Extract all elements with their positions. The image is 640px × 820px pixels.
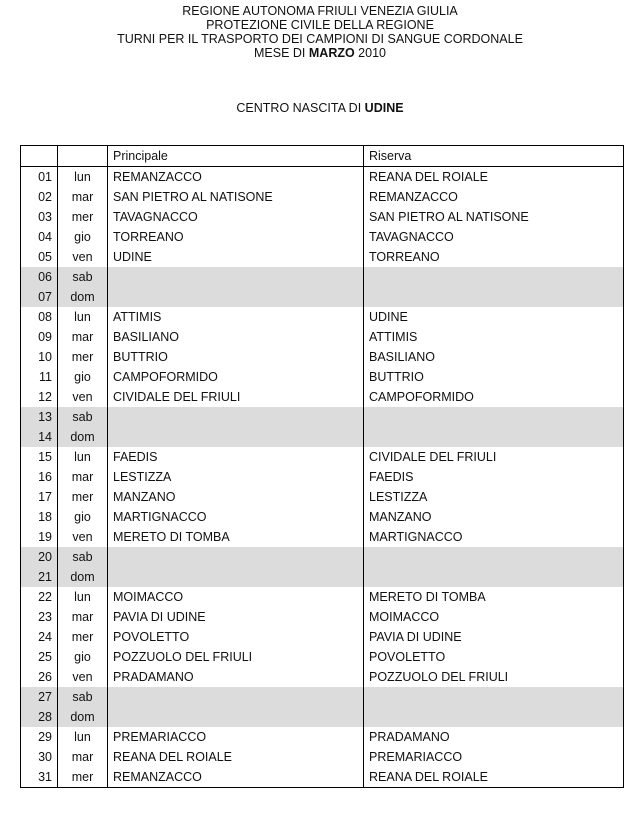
row-principale: POVOLETTO (108, 627, 364, 647)
table-row (21, 567, 624, 587)
row-riserva: TORREANO (364, 247, 624, 267)
row-weekday: gio (58, 367, 108, 387)
column-header-weekday (58, 146, 108, 167)
row-weekday: sab (58, 547, 108, 567)
row-riserva: CIVIDALE DEL FRIULI (364, 447, 624, 467)
row-principale: SAN PIETRO AL NATISONE (108, 187, 364, 207)
row-weekday: dom (58, 427, 108, 447)
column-header-principale: Principale (108, 146, 364, 167)
row-day: 14 (21, 427, 58, 447)
row-weekday: mer (58, 207, 108, 227)
row-day: 30 (21, 747, 58, 767)
table-row (21, 227, 624, 247)
table-row (21, 307, 624, 327)
table-row (21, 487, 624, 507)
column-header-riserva: Riserva (364, 146, 624, 167)
row-weekday: gio (58, 507, 108, 527)
table-row (21, 627, 624, 647)
table-row (21, 207, 624, 227)
row-day: 20 (21, 547, 58, 567)
row-day: 04 (21, 227, 58, 247)
table-row (21, 347, 624, 367)
table-row (21, 427, 624, 447)
row-principale: CAMPOFORMIDO (108, 367, 364, 387)
row-riserva: PRADAMANO (364, 727, 624, 747)
row-day: 18 (21, 507, 58, 527)
row-riserva: MARTIGNACCO (364, 527, 624, 547)
row-weekday: ven (58, 527, 108, 547)
row-principale: TAVAGNACCO (108, 207, 364, 227)
table-row (21, 167, 624, 188)
row-principale: BUTTRIO (108, 347, 364, 367)
row-day: 05 (21, 247, 58, 267)
row-weekday: lun (58, 167, 108, 188)
row-principale: MANZANO (108, 487, 364, 507)
table-row (21, 447, 624, 467)
row-principale (108, 687, 364, 707)
row-principale: TORREANO (108, 227, 364, 247)
table-row (21, 387, 624, 407)
row-day: 09 (21, 327, 58, 347)
row-day: 25 (21, 647, 58, 667)
row-day: 08 (21, 307, 58, 327)
row-riserva (364, 547, 624, 567)
row-riserva: PAVIA DI UDINE (364, 627, 624, 647)
table-row (21, 507, 624, 527)
row-riserva: MOIMACCO (364, 607, 624, 627)
row-weekday: mer (58, 767, 108, 788)
table-row (21, 747, 624, 767)
row-riserva (364, 687, 624, 707)
row-weekday: mar (58, 187, 108, 207)
row-weekday: sab (58, 687, 108, 707)
row-day: 24 (21, 627, 58, 647)
row-weekday: lun (58, 447, 108, 467)
table-row (21, 667, 624, 687)
row-riserva (364, 407, 624, 427)
row-day: 12 (21, 387, 58, 407)
row-weekday: dom (58, 707, 108, 727)
row-weekday: mer (58, 487, 108, 507)
row-principale: UDINE (108, 247, 364, 267)
table-row (21, 407, 624, 427)
table-row (21, 247, 624, 267)
table-row (21, 267, 624, 287)
row-principale: FAEDIS (108, 447, 364, 467)
row-weekday: mar (58, 607, 108, 627)
row-principale (108, 547, 364, 567)
row-weekday: mar (58, 327, 108, 347)
table-row (21, 687, 624, 707)
row-weekday: ven (58, 247, 108, 267)
row-principale: PAVIA DI UDINE (108, 607, 364, 627)
header-month-name: MARZO (308, 46, 355, 60)
row-weekday: ven (58, 387, 108, 407)
row-riserva (364, 267, 624, 287)
row-riserva: TAVAGNACCO (364, 227, 624, 247)
row-riserva: ATTIMIS (364, 327, 624, 347)
row-riserva: PREMARIACCO (364, 747, 624, 767)
row-day: 22 (21, 587, 58, 607)
row-weekday: mer (58, 627, 108, 647)
table-row (21, 187, 624, 207)
row-riserva (364, 287, 624, 307)
row-principale: BASILIANO (108, 327, 364, 347)
table-row (21, 527, 624, 547)
schedule-table (20, 145, 624, 788)
row-principale (108, 407, 364, 427)
birth-centre-city: UDINE (364, 101, 404, 115)
row-riserva: MANZANO (364, 507, 624, 527)
header-month-prefix: MESE DI (254, 46, 309, 60)
row-riserva: POZZUOLO DEL FRIULI (364, 667, 624, 687)
row-principale: REANA DEL ROIALE (108, 747, 364, 767)
row-principale: MOIMACCO (108, 587, 364, 607)
row-day: 28 (21, 707, 58, 727)
row-day: 17 (21, 487, 58, 507)
row-principale (108, 707, 364, 727)
row-day: 19 (21, 527, 58, 547)
row-weekday: sab (58, 267, 108, 287)
row-riserva: FAEDIS (364, 467, 624, 487)
row-principale (108, 427, 364, 447)
row-weekday: dom (58, 287, 108, 307)
table-row (21, 767, 624, 788)
table-row (21, 587, 624, 607)
row-principale: ATTIMIS (108, 307, 364, 327)
row-riserva: SAN PIETRO AL NATISONE (364, 207, 624, 227)
table-row (21, 647, 624, 667)
row-day: 15 (21, 447, 58, 467)
row-principale: MARTIGNACCO (108, 507, 364, 527)
table-row (21, 287, 624, 307)
row-day: 21 (21, 567, 58, 587)
row-riserva: UDINE (364, 307, 624, 327)
header-department: PROTEZIONE CIVILE DELLA REGIONE (206, 18, 434, 32)
row-riserva: MERETO DI TOMBA (364, 587, 624, 607)
row-weekday: gio (58, 647, 108, 667)
row-riserva: REANA DEL ROIALE (364, 167, 624, 188)
row-weekday: gio (58, 227, 108, 247)
row-riserva: BUTTRIO (364, 367, 624, 387)
table-header-row (21, 146, 624, 167)
header-title: TURNI PER IL TRASPORTO DEI CAMPIONI DI SANGUE CORDONALE (117, 32, 523, 46)
row-day: 07 (21, 287, 58, 307)
column-header-day (21, 146, 58, 167)
row-day: 16 (21, 467, 58, 487)
row-principale: PRADAMANO (108, 667, 364, 687)
row-principale: PREMARIACCO (108, 727, 364, 747)
row-weekday: mar (58, 467, 108, 487)
row-riserva (364, 567, 624, 587)
header-year: 2010 (354, 46, 386, 60)
table-row (21, 547, 624, 567)
row-riserva (364, 707, 624, 727)
row-riserva: LESTIZZA (364, 487, 624, 507)
birth-centre-prefix: CENTRO NASCITA DI (236, 101, 365, 115)
header-month (0, 46, 640, 60)
row-principale (108, 287, 364, 307)
row-weekday: lun (58, 727, 108, 747)
row-weekday: lun (58, 307, 108, 327)
row-day: 29 (21, 727, 58, 747)
row-riserva: BASILIANO (364, 347, 624, 367)
row-weekday: dom (58, 567, 108, 587)
document-header (0, 4, 640, 60)
row-principale: CIVIDALE DEL FRIULI (108, 387, 364, 407)
row-day: 23 (21, 607, 58, 627)
table-row (21, 327, 624, 347)
row-principale: POZZUOLO DEL FRIULI (108, 647, 364, 667)
row-day: 03 (21, 207, 58, 227)
row-riserva: REANA DEL ROIALE (364, 767, 624, 788)
row-weekday: sab (58, 407, 108, 427)
schedule-table-body (21, 146, 624, 788)
table-row (21, 727, 624, 747)
row-principale (108, 567, 364, 587)
row-day: 01 (21, 167, 58, 188)
row-day: 02 (21, 187, 58, 207)
table-row (21, 367, 624, 387)
row-weekday: lun (58, 587, 108, 607)
row-day: 27 (21, 687, 58, 707)
row-weekday: ven (58, 667, 108, 687)
row-day: 31 (21, 767, 58, 788)
header-region: REGIONE AUTONOMA FRIULI VENEZIA GIULIA (182, 4, 458, 18)
birth-centre-title (0, 101, 640, 115)
row-weekday: mer (58, 347, 108, 367)
row-principale: REMANZACCO (108, 167, 364, 188)
table-row (21, 467, 624, 487)
row-principale (108, 267, 364, 287)
row-riserva: CAMPOFORMIDO (364, 387, 624, 407)
row-weekday: mar (58, 747, 108, 767)
row-day: 06 (21, 267, 58, 287)
table-row (21, 707, 624, 727)
row-riserva (364, 427, 624, 447)
table-row (21, 607, 624, 627)
row-day: 26 (21, 667, 58, 687)
row-day: 13 (21, 407, 58, 427)
row-riserva: REMANZACCO (364, 187, 624, 207)
row-principale: LESTIZZA (108, 467, 364, 487)
row-principale: REMANZACCO (108, 767, 364, 788)
row-riserva: POVOLETTO (364, 647, 624, 667)
row-day: 11 (21, 367, 58, 387)
row-principale: MERETO DI TOMBA (108, 527, 364, 547)
row-day: 10 (21, 347, 58, 367)
